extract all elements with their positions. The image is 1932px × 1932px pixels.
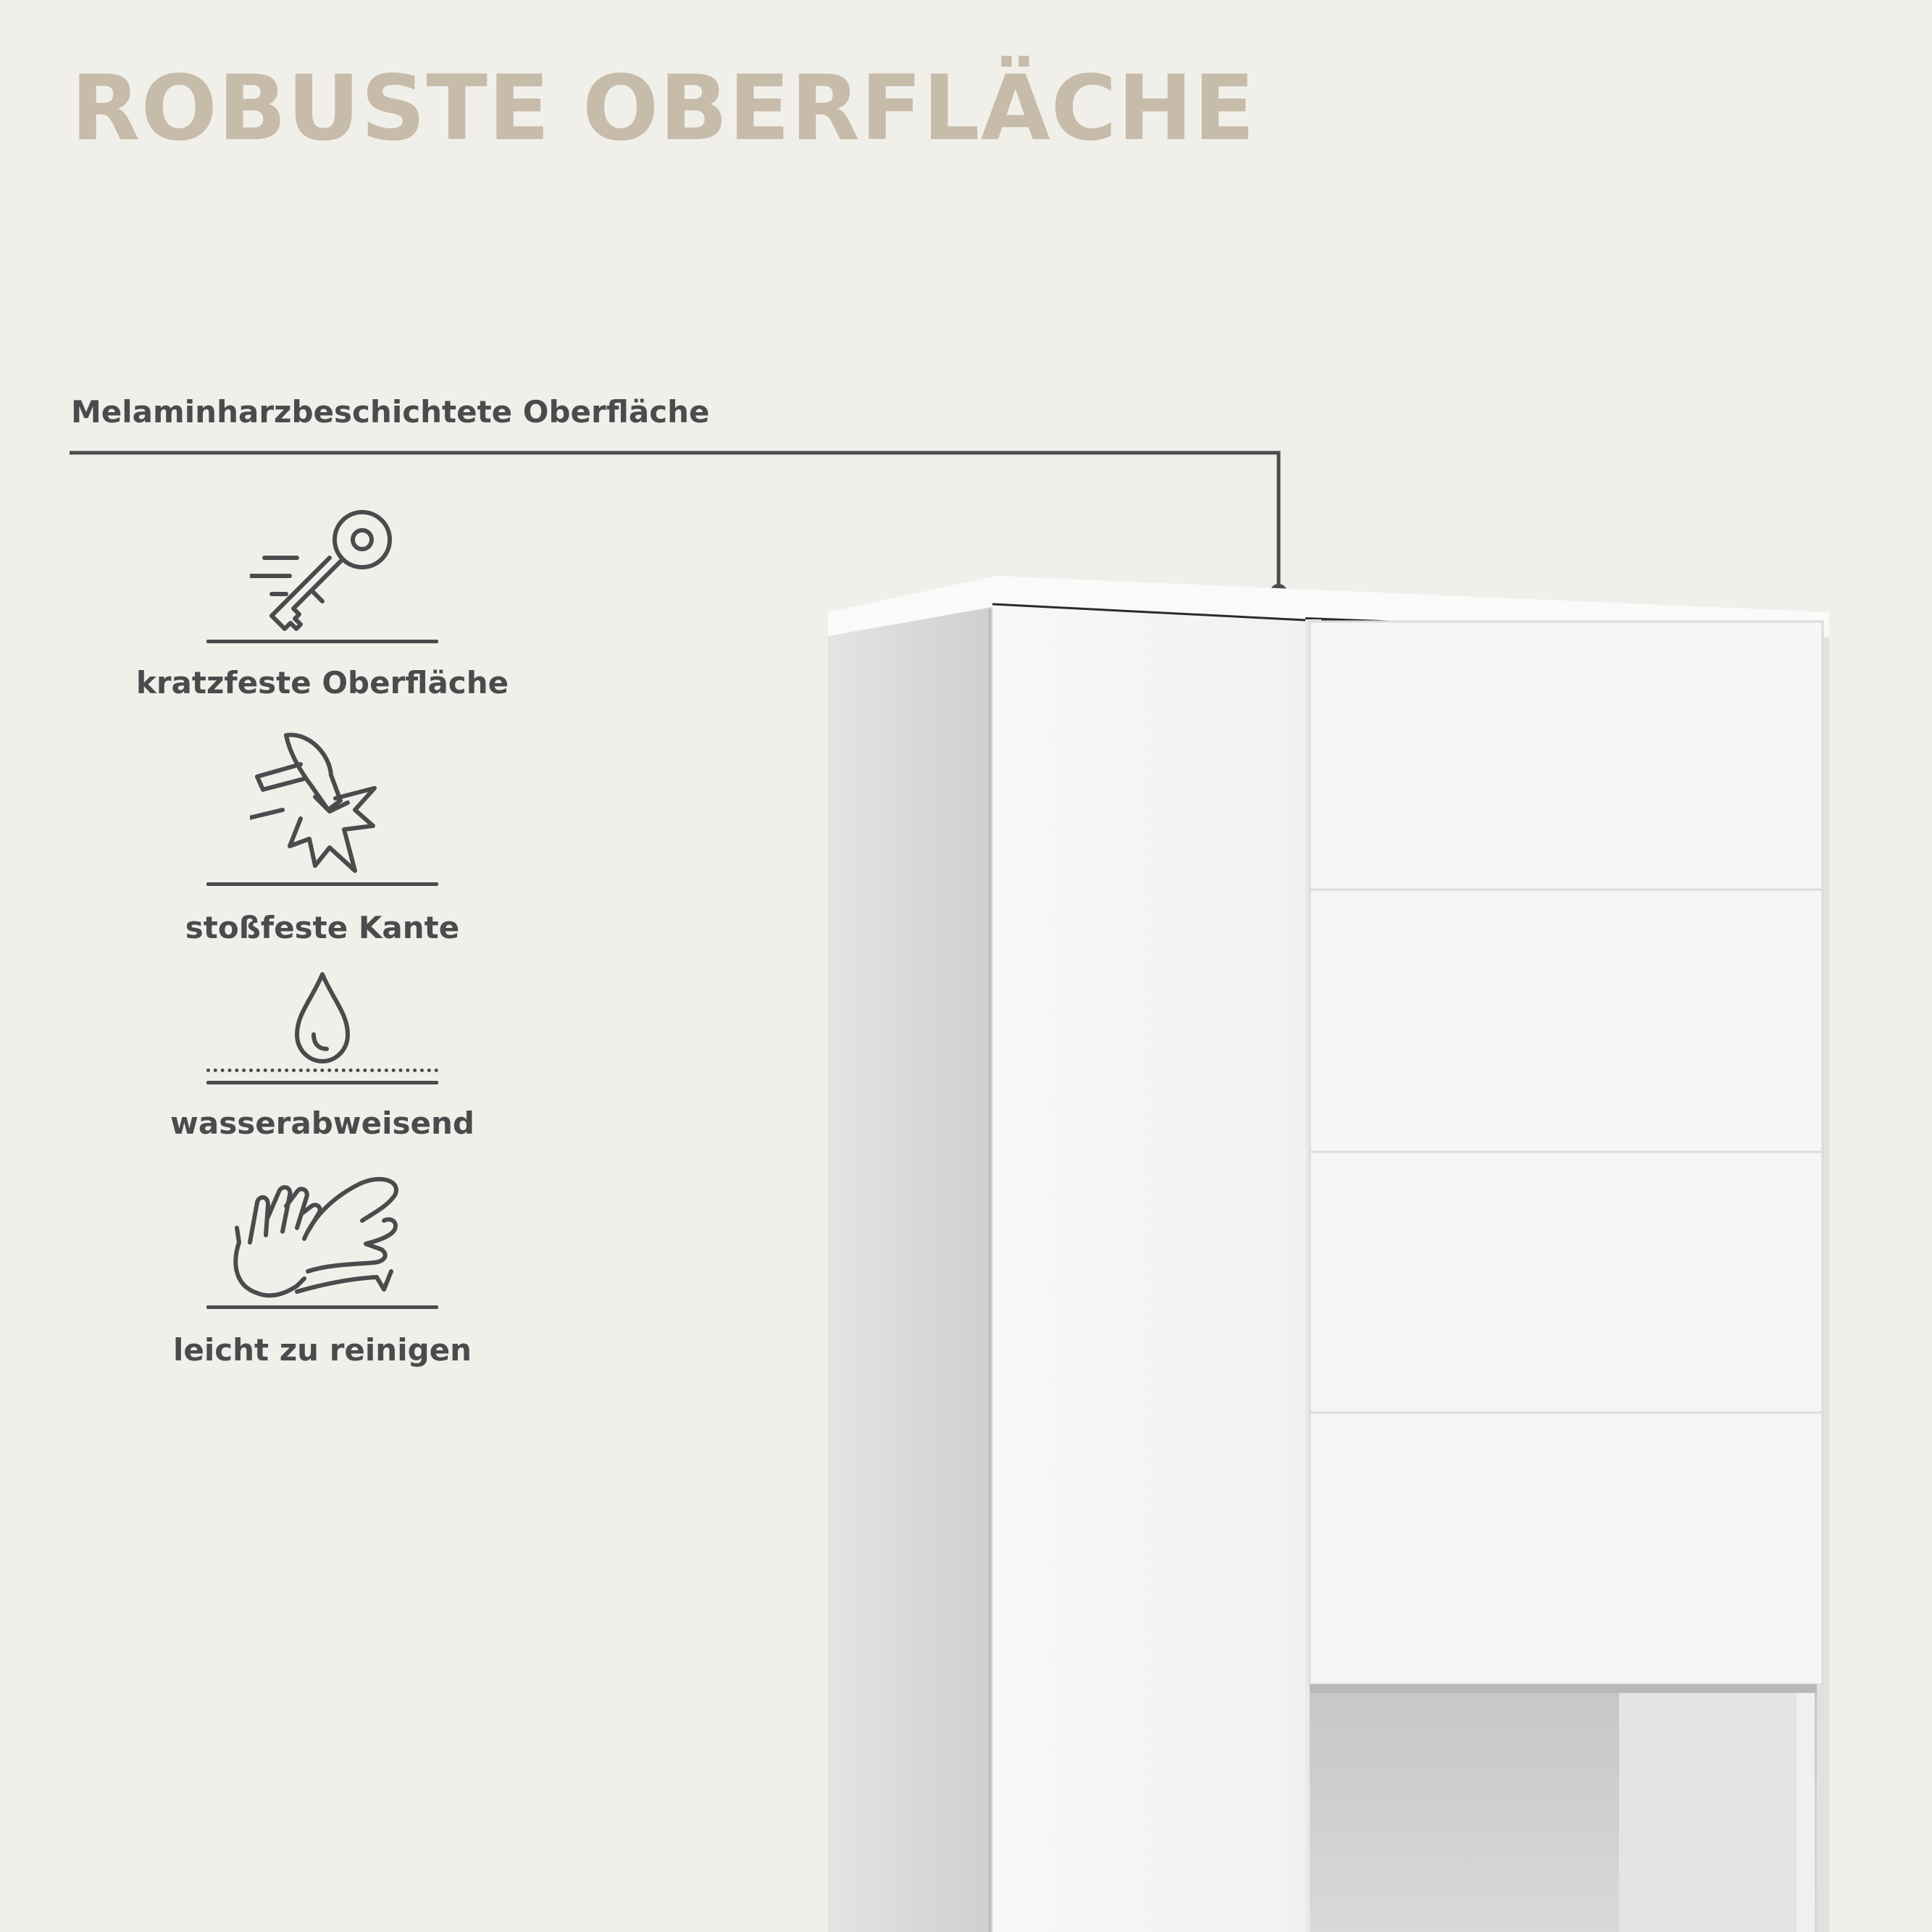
cabinet-left-door (992, 603, 1305, 1932)
cabinet-side-panel (828, 607, 992, 1932)
feature-label: kratzfeste Oberfläche (135, 665, 509, 701)
page-title: ROBUSTE OBERFLÄCHE (71, 57, 1256, 161)
callout-label: Melaminharzbeschichtete Oberfläche (71, 394, 710, 430)
cabinet-drawer (1310, 1413, 1823, 1684)
cabinet-drawer (1310, 1152, 1823, 1413)
cabinet-drawer (1310, 890, 1823, 1152)
cabinet-drawer (1310, 622, 1823, 891)
feature-label: stoßfeste Kante (185, 910, 460, 945)
feature-label: leicht zu reinigen (172, 1332, 472, 1368)
feature-label: wasserabweisend (170, 1105, 474, 1141)
